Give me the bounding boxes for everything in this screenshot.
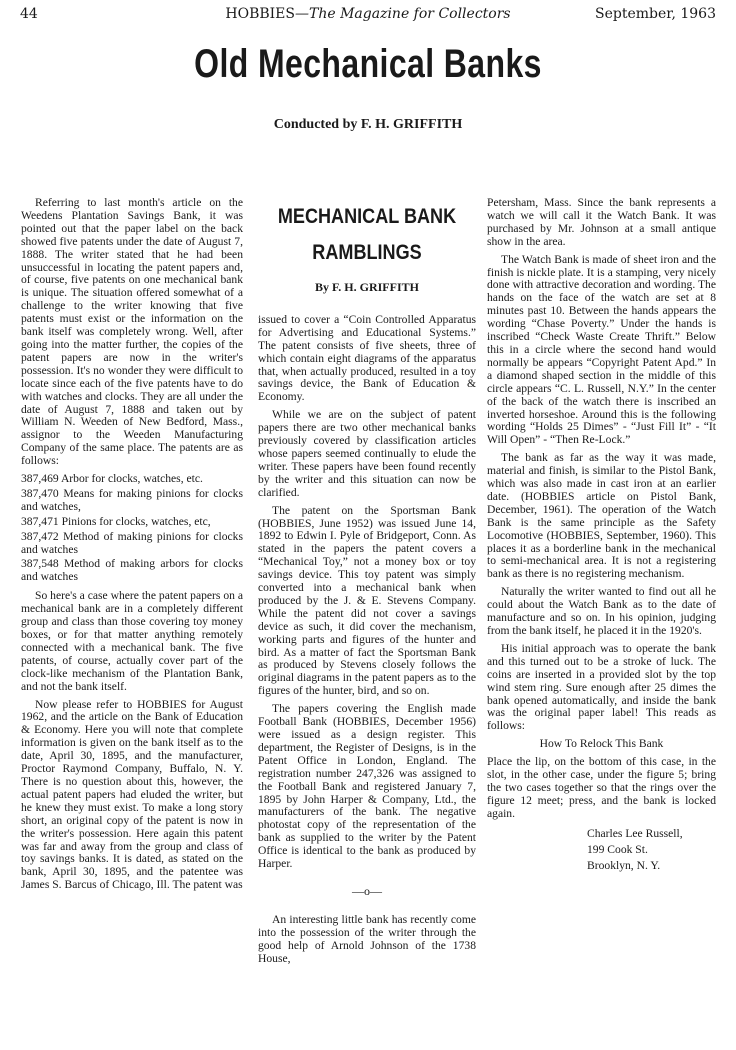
- section-separator: —o—: [352, 883, 382, 898]
- paragraph: Referring to last month's article on the Weedens Plantation Savings Bank, it was pointed out that the paper label on the back showed five patents under the date of August 7, 1888. The writer stated that he had been unsuccessful in locating the patent papers and, of course, five patents on one mechanical bank is unique. The situation offered somewhat of a challenge to the writer knowing that five patents must exist or the information on the bank itself was completely wrong. Well, after going into the matter further, the copies of the patent papers are now in the writer's possession. It's no wonder they were difficult to locate since each of the five patents have to do with watches and clocks. They are all under the date of August 7, 1888 and taken out by William N. Weeden of New Bedford, Mass., assignor to the Weeden Manufacturing Company of the same place. The patents are as follows:: [21, 196, 243, 468]
- patent-item: 387,470 Means for making pinions for clocks and watches,: [21, 486, 243, 513]
- page-number: 44: [20, 6, 38, 22]
- paragraph: His initial approach was to operate the bank and this turned out to be a stroke of luck. The coins are inserted in a provided slot by the top wind stem ring. Sure enough after 25 dimes the bank opened automatically, and inside the bank was the original paper label! This reads as follows:: [487, 641, 716, 733]
- paragraph: An interesting little bank has recently come into the possession of the writer through the good help of Arnold Johnson of the 1738 House,: [258, 912, 476, 965]
- column-byline: Conducted by F. H. GRIFFITH: [273, 117, 463, 132]
- paragraph: While we are on the subject of patent papers there are two other mechanical banks previously covered by classification articles whose papers seemed continually to elude the writer. These papers have been found recently by the writer and this situation can now be clarified.: [258, 408, 476, 499]
- paragraph: So here's a case where the patent papers on a mechanical bank are in a completely different group and class than those covering toy money boxes, or for that matter anything remotely connected with a mechanical bank. The five patents, of course, actually cover part of the clock-like mechanism of the Plantation Bank, and not the bank itself.: [21, 589, 243, 693]
- article-title-line2: RAMBLINGS: [312, 241, 422, 264]
- article-title: [273, 199, 460, 271]
- paragraph: Naturally the writer wanted to find out all he could about the Watch Bank as to the date of manufacture and so on. In his opinion, judging from the bank itself, he placed it in the 1920's.: [487, 585, 716, 637]
- patent-item: 387,472 Method of making pinions for clocks and watches: [21, 529, 243, 556]
- signature-block: [587, 826, 716, 874]
- running-head: [20, 6, 716, 28]
- column-middle: [258, 197, 476, 971]
- magazine-tagline: —The Magazine for Collectors: [295, 6, 511, 22]
- patent-item: 387,471 Pinions for clocks, watches, etc,: [21, 514, 211, 528]
- signature-name: Charles Lee Russell,: [587, 826, 683, 840]
- patent-item: 387,469 Arbor for clocks, watches, etc.: [21, 472, 203, 486]
- article-title-line1: MECHANICAL BANK: [277, 205, 457, 228]
- column-right: [487, 197, 716, 874]
- paragraph: Petersham, Mass. Since the bank represents a watch we will call it the Watch Bank. It was purchased by Mr. Johnson at a small antique show in the area.: [487, 196, 716, 248]
- relock-instructions: Place the lip, on the bottom of this case, in the slot, in the other case, under the figure 5; bring the two cases together so that the rings over the figure 12 meet; press, and the bank is locked again.: [487, 755, 716, 820]
- column-left: [21, 197, 243, 897]
- page-title: Old Mechanical Banks: [194, 42, 542, 86]
- paragraph: The bank as far as the way it was made, material and finish, is similar to the Pistol Bank, which was also made in cast iron at an earlier date. (HOBBIES article on Pistol Bank, December, 1961). The operation of the Watch Bank is the same principle as the Safety Locomotive (HOBBIES, September, 1960). This places it as a borderline bank in the mechanical to semi-mechanical area. It is not a registering bank as there is no registering mechanism.: [487, 451, 716, 581]
- paragraph: The papers covering the English made Football Bank (HOBBIES, December 1956) were issued as a design register. This department, the Register of Designs, is in the Patent Office in London, England. The registration number 247,326 was assigned to the Football Bank and registered January 7, 1895 by John Harper & Company, Ltd., the manufacturers of the bank. The negative photostat copy of the representation of the bank as supplied to the writer by the Patent Office is identical to the bank as produced by Harper.: [258, 702, 476, 871]
- patent-list: [21, 473, 243, 584]
- paragraph: Now please refer to HOBBIES for August 1962, and the article on the Bank of Education & Economy. Here you will note that complete information is given on the bank itself as to the date, April 30, 1895, and the manufacturer, Proctor Raymond Company, Buffalo, N. Y. There is no question about this, however, the actual patent papers had eluded the writer, but he knew they must exist. To make a long story short, an original copy of the patent is now in the writer's possession. Here again this patent was far and away from the group and class of toy savings banks. It is dated, as stated on the bank, April 30, 1895, and the patentee was James S. Barcus of Chicago, Ill. The patent was: [21, 697, 243, 892]
- paragraph: issued to cover a “Coin Controlled Apparatus for Advertising and Educational Systems.” The patent consists of five sheets, three of which contain eight diagrams of the apparatus that, when actually produced, resulted in a toy savings device, the Bank of Education & Economy.: [258, 312, 476, 404]
- paragraph: The patent on the Sportsman Bank (HOBBIES, June 1952) was issued June 14, 1892 to Edwin I. Pyle of Bridgeport, Conn. As stated in the papers the patent covers a “Mechanical Toy,” not a money box or toy savings device. This toy patent was simply converted into a mechanical bank when produced by the J. & E. Stevens Company. While the patent did not cover a savings device as such, it did cover the mechanism, working parts and figures of the hunter and bird. As a matter of fact the Sportsman Bank as produced by Stevens closely follows the original diagrams in the patent papers as to the figures of the hunter, bird, and so on.: [258, 503, 476, 698]
- magazine-name: HOBBIES: [225, 6, 295, 22]
- patent-item: 387,548 Method of making arbors for clocks and watches: [21, 557, 243, 584]
- article-byline: By F. H. GRIFFITH: [315, 280, 419, 294]
- paragraph: The Watch Bank is made of sheet iron and the finish is nickle plate. It is a stamping, very nicely done with attractive decoration and wording. The hands on the face of the watch are set at 8 minutes past 10. Between the hands appears the wording “Chase Poverty.” Under the hands is inscribed “Check Waste Create Thrift.” Below this in a circle where the second hand would normally be appears “Copyright Patent Apd.” In a diamond shaped section in the middle of this circle appears “C. L. Russell, N.Y.” In the center of the back of the watch there is inscribed an inverted horseshoe. Around this is the following wording “Holds 25 Dimes” - “Just Fill It” - “It Will Open” - “Then Re-Lock.”: [487, 252, 716, 447]
- relock-heading: How To Relock This Bank: [539, 737, 664, 751]
- signature-street: 199 Cook St.: [587, 842, 648, 856]
- signature-city: Brooklyn, N. Y.: [587, 858, 661, 872]
- issue-date: September, 1963: [595, 6, 716, 22]
